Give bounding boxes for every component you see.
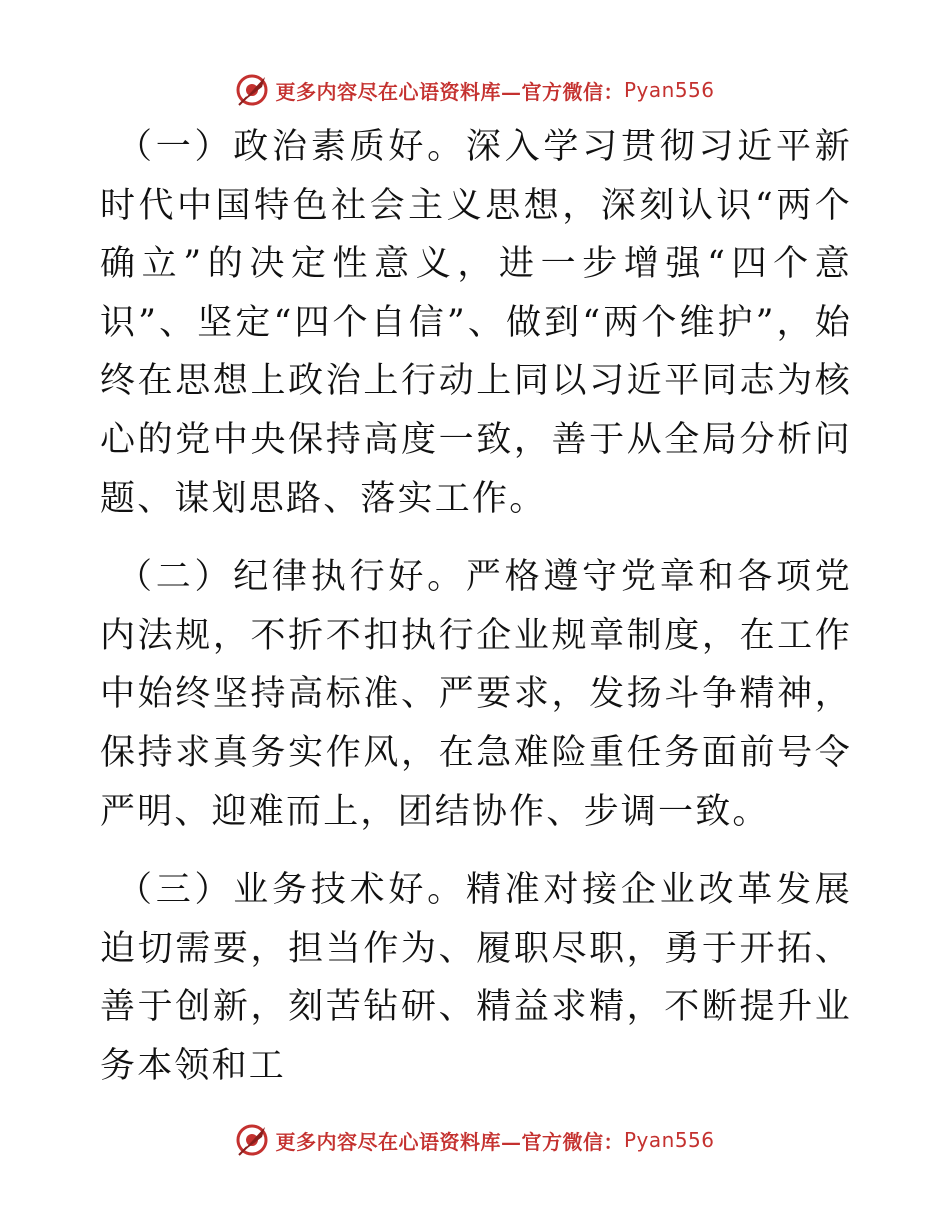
header-watermark xyxy=(0,70,950,110)
paragraph-text: 严格遵守党章和各项党内法规，不折不扣执行企业规章制度，在工作中始终坚持高标准、严要求，发扬斗争精神，保持求真务实作风，在急难险重任务面前号令严明、迎难而上，团结协作、步调一致。 xyxy=(100,557,852,832)
watermark-text: 更多内容尽在心语资料库—官方微信： xyxy=(275,79,624,104)
paragraph-discipline xyxy=(100,548,852,841)
paragraph-text: 精准对接企业改革发展迫切需要，担当作为、履职尽职，勇于开拓、善于创新，刻苦钻研、精益求精，不断提升业务本领和工 xyxy=(100,870,852,1086)
paragraph-heading: （二）纪律执行好。 xyxy=(117,557,466,598)
watermark-text: 更多内容尽在心语资料库—官方微信： xyxy=(275,1129,624,1154)
footer-watermark xyxy=(0,1120,950,1160)
paragraph-business xyxy=(100,861,852,1095)
document-body xyxy=(100,118,852,1116)
paragraph-text: 深入学习贯彻习近平新时代中国特色社会主义思想，深刻认识“两个确立”的决定性意义，进一步增强“四个意识”、坚定“四个自信”、做到“两个维护”，始终在思想上政治上行动上同以习近平同志为核心的党中央保持高度一致，善于从全局分析问题、谋划思路、落实工作。 xyxy=(100,127,852,519)
quill-seal-icon xyxy=(235,73,269,107)
watermark-id: Pyan556 xyxy=(623,1128,715,1152)
watermark-id: Pyan556 xyxy=(623,78,715,102)
paragraph-heading: （三）业务技术好。 xyxy=(117,870,466,911)
paragraph-heading: （一）政治素质好。 xyxy=(117,127,466,167)
paragraph-political xyxy=(100,118,852,528)
quill-seal-icon xyxy=(235,1123,269,1157)
